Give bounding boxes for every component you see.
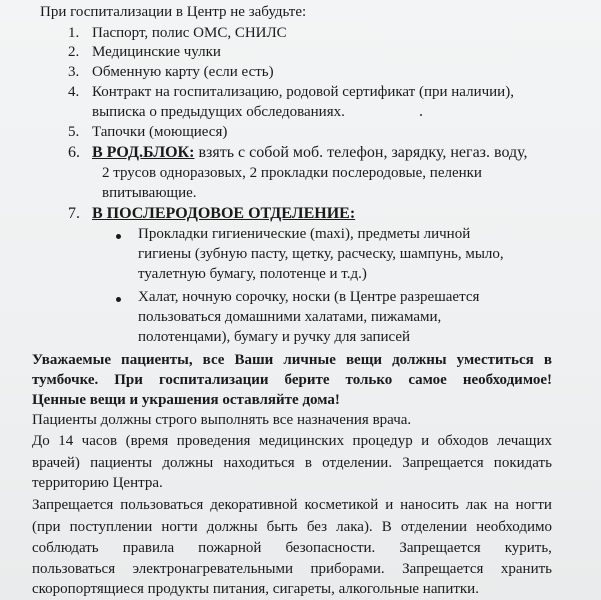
bullet-icon <box>116 297 121 302</box>
bullet-2-line-1: Халат, ночную сорочку, носки (в Центре разрешается <box>138 289 480 305</box>
bullet-2-line-3: полотенцами), бумагу и ручку для записей <box>138 329 411 345</box>
bullet-1-line-3: туалетную бумагу, полотенце и т.д.) <box>138 266 367 282</box>
list-item-2: 2. Медицинские чулки <box>68 44 221 60</box>
list-item-6-continuation-1: 2 трусов одноразовых, 2 прокладки послеродовые, пеленки <box>102 165 482 181</box>
notice-line-2: тумбочке. При госпитализации берите только самое необходимое! <box>32 372 552 388</box>
ink-speck <box>420 114 422 116</box>
intro-line: При госпитализации в Центр не забудьте: <box>40 4 307 20</box>
rules-paragraph-3-line-3: соблюдать правила пожарной безопасности. Запрещается курить, <box>32 540 552 556</box>
rules-paragraph-3-line-1: Запрещается пользоваться декоративной косметикой и наносить лак на ногти <box>32 497 552 513</box>
rules-paragraph-3-line-5: скоропортящиеся продукты питания, сигареты, алкогольные напитки. <box>32 581 479 597</box>
section-heading-postpartum: В ПОСЛЕРОДОВОЕ ОТДЕЛЕНИЕ: <box>92 205 356 222</box>
list-item-7: 7. В ПОСЛЕРОДОВОЕ ОТДЕЛЕНИЕ: <box>68 205 356 222</box>
list-item-4-continuation: выписка о предыдущих обследованиях. <box>92 104 345 120</box>
list-item-6-continuation-2: впитывающие. <box>102 185 197 201</box>
bullet-1-line-1: Прокладки гигиенические (maxi), предметы личной <box>138 226 471 242</box>
rules-paragraph-1: Пациенты должны строго выполнять все назначения врача. <box>32 412 412 428</box>
rules-paragraph-3-line-4: пользоваться электронагревательными приборами. Запрещается хранить <box>32 561 552 577</box>
section-heading-delivery: В РОД.БЛОК: <box>92 144 195 161</box>
bullet-icon <box>116 234 121 239</box>
bullet-2-line-2: пользоваться домашними халатами, пижамами, <box>138 309 442 325</box>
rules-paragraph-3-line-2: (при поступлении ногти должны быть без лака). В отделении необходимо <box>32 519 552 535</box>
notice-line-3: Ценные вещи и украшения оставляйте дома! <box>32 392 340 408</box>
list-item-5: 5. Тапочки (моющиеся) <box>68 124 228 140</box>
rules-paragraph-2-line-3: территорию Центра. <box>32 475 163 491</box>
notice-line-1: Уважаемые пациенты, все Ваши личные вещи должны уместиться в <box>32 352 552 368</box>
list-item-4: 4. Контракт на госпитализацию, родовой сертификат (при наличии), <box>68 84 514 100</box>
bullet-1-line-2: гигиены (зубную пасту, щетку, расческу, шампунь, мыло, <box>138 246 504 262</box>
rules-paragraph-2-line-1: До 14 часов (время проведения медицинских процедур и обходов лечащих <box>32 433 552 449</box>
list-item-6: 6. В РОД.БЛОК: взять с собой моб. телефон, зарядку, негаз. воду, <box>68 144 528 161</box>
list-item-1: 1. Паспорт, полис ОМС, СНИЛС <box>68 25 287 41</box>
list-item-3: 3. Обменную карту (если есть) <box>68 64 274 80</box>
rules-paragraph-2-line-2: врачей) пациенты должны находиться в отделении. Запрещается покидать <box>32 455 552 471</box>
